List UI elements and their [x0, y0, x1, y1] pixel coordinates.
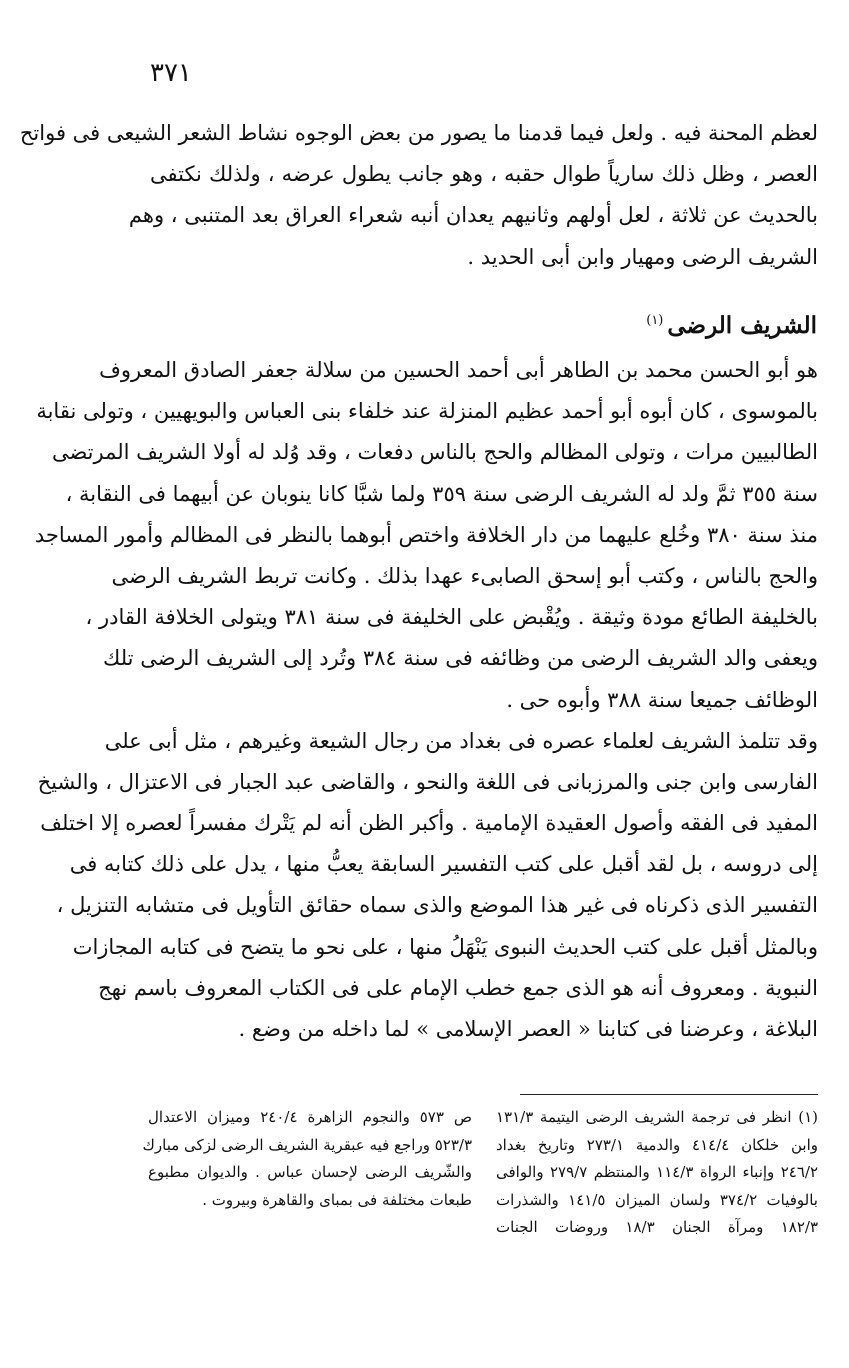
- footnote-line: بالوفيات ٣٧٤/٢ ولسان الميزان ١٤١/٥ والشذرات: [496, 1190, 818, 1209]
- footnote-line: ٢٤٦/٢ وإنباء الرواة ١١٤/٣ والمنتظم ٢٧٩/٧ والوافى: [496, 1163, 819, 1181]
- page-number: ٣٧١: [150, 58, 192, 88]
- intro-paragraph: [19, 113, 818, 278]
- text-line: النبوية . ومعروف أنه هو الذى جمع خطب الإمام على فى الكتاب المعروف باسم نهج: [98, 975, 818, 1000]
- footnote-marker[interactable]: (١): [646, 313, 664, 329]
- footnote-line: ٥٢٣/٣ وراجع فيه عبقرية الشريف الرضى لزكى مبارك: [142, 1135, 472, 1154]
- text-line: والحج بالناس ، وكتب أبو إسحق الصابىء عهدا بذلك . وكانت تربط الشريف الرضى: [111, 563, 818, 588]
- text-line: ويعفى والد الشريف الرضى من وظائفه فى سنة ٣٨٤ وتُرد إلى الشريف الرضى تلك: [103, 646, 818, 671]
- text-line: الوظائف جميعا سنة ٣٨٨ وأبوه حى .: [506, 687, 818, 712]
- text-line: المفيد فى الفقه وأصول العقيدة الإمامية . وأكبر الظن أنه لم يَتْرك مفسراً لعصره إلا اختلف: [40, 811, 818, 836]
- text-line: إلى دروسه ، بل لقد أقبل على كتب التفسير السابقة يعبُّ منها ، يدل على ذلك كتابه فى: [69, 852, 818, 877]
- text-line: هو أبو الحسن محمد بن الطاهر أبى أحمد الحسين من سلالة جعفر الصادق المعروف: [99, 358, 818, 382]
- text-line: البلاغة ، وعرضنا فى كتابنا « العصر الإسلامى » لما داخله من وضع .: [238, 1017, 818, 1041]
- section-heading-text: الشريف الرضى: [667, 312, 817, 339]
- text-line: الشريف الرضى ومهيار وابن أبى الحديد .: [467, 244, 818, 269]
- footnote-line: وابن خلكان ٤١٤/٤ والدمية ٢٧٣/١ وتاريخ بغداد: [496, 1135, 818, 1154]
- biography-paragraphs: [34, 350, 818, 1050]
- text-line: وبالمثل أقبل على كتب الحديث النبوى يَنْهَلُ منها ، على نحو ما يتضح فى كتابه المجازات: [72, 934, 818, 959]
- footnote-column-left: [142, 1104, 472, 1214]
- text-line: سنة ٣٥٥ ثمَّ ولد له الشريف الرضى سنة ٣٥٩ ولما شبَّا كانا ينوبان عن أبيهما فى النقابة ،: [65, 481, 818, 506]
- footnote-line: ص ٥٧٣ والنجوم الزاهرة ٢٤٠/٤ وميزان الاعتدال: [148, 1108, 472, 1126]
- text-line: لعظم المحنة فيه . ولعل فيما قدمنا ما يصور من بعض الوجوه نشاط الشعر الشيعى فى فواتح: [19, 121, 818, 145]
- text-line: الفارسى وابن جنى والمرزبانى فى اللغة والنحو ، والقاضى عبد الجبار فى الاعتزال ، والشيخ: [37, 769, 818, 794]
- text-line: بالحديث عن ثلاثة ، لعل أولهم وثانيهم يعدان أنبه شعراء العراق بعد المتنبى ، وهم: [128, 203, 818, 228]
- text-line: الطالبيين مرات ، وتولى المظالم والحج بالناس دفعات ، وقد وُلد له أولا الشريف المرتضى: [51, 440, 818, 465]
- footnote-line: (١) انظر فى ترجمة الشريف الرضى اليتيمة ١٣١/٣: [496, 1108, 818, 1126]
- text-line: وقد تتلمذ الشريف لعلماء عصره فى بغداد من رجال الشيعة وغيرهم ، مثل أبى على: [104, 728, 818, 753]
- footnote-line: طبعات مختلفة فى بمباى والقاهرة وبيروت .: [202, 1190, 472, 1209]
- text-line: العصر ، وظل ذلك سارياً طوال حقبه ، وهو جانب يطول عرضه ، ولذلك نكتفى: [150, 162, 818, 187]
- text-line: بالموسوى ، كان أبوه أبو أحمد عظيم المنزلة عند خلفاء بنى العباس والبويهيين ، وتولى نقابة: [36, 399, 818, 424]
- footnote-divider: [520, 1094, 818, 1095]
- section-heading: [646, 312, 817, 339]
- footnote-column-right: [496, 1104, 818, 1242]
- footnote-line: ١٨٢/٣ ومرآة الجنان ١٨/٣ وروضات الجنات: [496, 1218, 818, 1236]
- footnote-line: والشّريف الرضى لإحسان عباس . والديوان مطبوع: [148, 1163, 472, 1181]
- text-line: التفسير الذى ذكرناه فى غير هذا الموضع والذى سماه حقائق التأويل فى متشابه التنزيل ،: [56, 893, 818, 918]
- text-line: بالخليفة الطائع مودة وثيقة . ويُقْبض على الخليفة فى سنة ٣٨١ ويتولى الخلافة القادر ،: [85, 605, 818, 630]
- text-line: منذ سنة ٣٨٠ وخُلع عليهما من دار الخلافة واختص أبوهما بالنظر فى المظالم وأمور المساجد: [34, 522, 818, 547]
